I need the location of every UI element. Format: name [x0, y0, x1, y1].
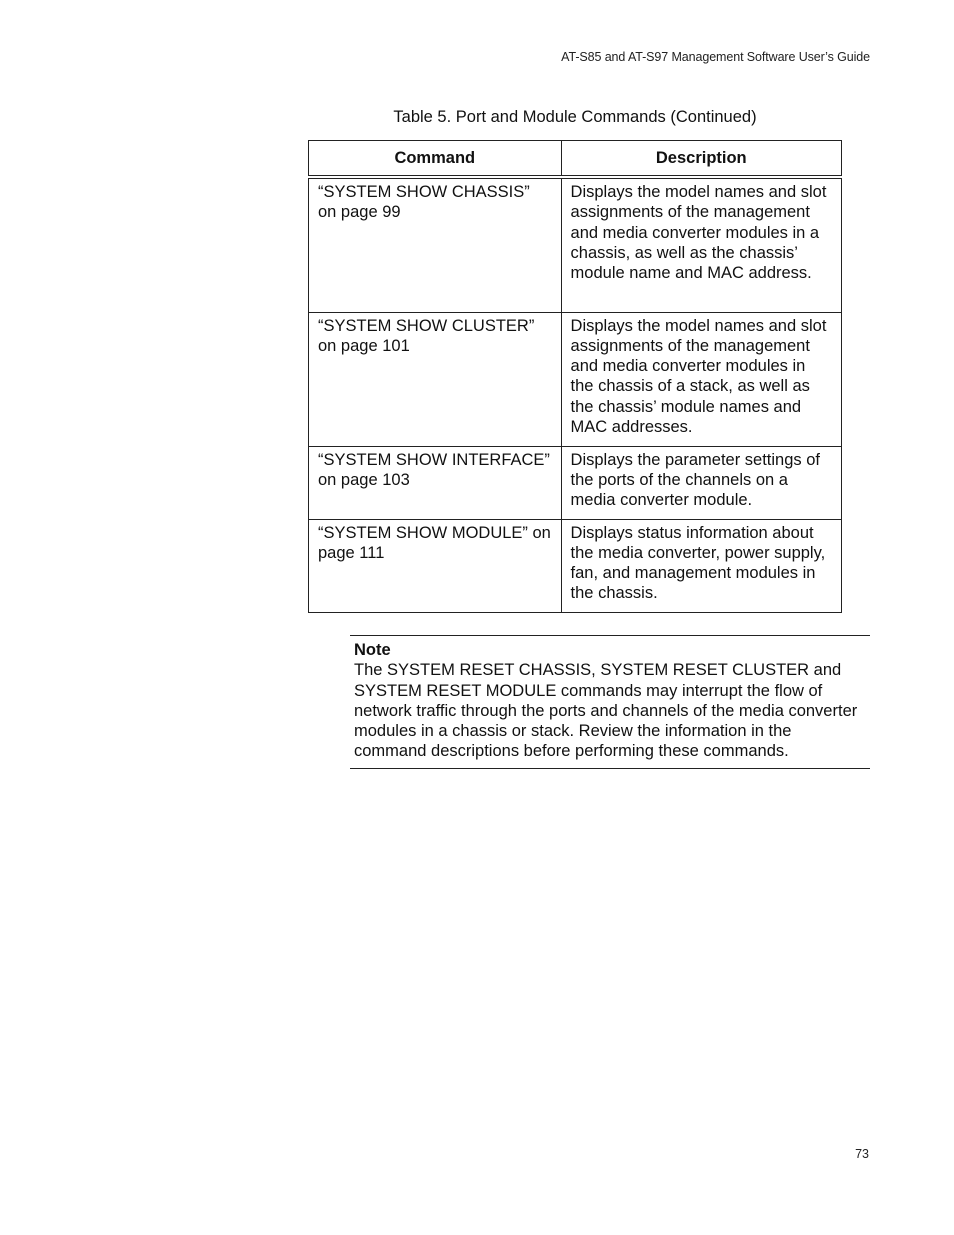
note-box	[350, 635, 870, 769]
table-caption: Table 5. Port and Module Commands (Continued)	[393, 108, 757, 126]
table-row	[309, 177, 842, 312]
page-number: 73	[855, 1147, 869, 1161]
port-module-commands-table	[308, 140, 842, 613]
running-header: AT-S85 and AT-S97 Management Software User’s Guide	[561, 50, 870, 64]
description-cell: Displays status information about the media converter, power supply, fan, and management modules in the chassis.	[561, 519, 841, 612]
description-cell: Displays the parameter settings of the ports of the channels on a media converter module.	[561, 446, 841, 519]
table-row	[309, 446, 842, 519]
column-header-command: Command	[309, 141, 562, 178]
note-body: The SYSTEM RESET CHASSIS, SYSTEM RESET CLUSTER and SYSTEM RESET MODULE commands may interrupt the flow of network traffic through the ports and channels of the media converter modules in a chassis or stack. Review the information in the command descriptions before performing these commands.	[354, 661, 858, 761]
command-cell: “SYSTEM SHOW MODULE” on page 111	[309, 519, 562, 612]
table-header-row	[309, 141, 842, 178]
description-cell: Displays the model names and slot assignments of the management and media converter modules in the chassis of a stack, as well as the chassis’ module names and MAC addresses.	[561, 312, 841, 446]
column-header-description: Description	[561, 141, 841, 178]
command-cell: “SYSTEM SHOW INTERFACE” on page 103	[309, 446, 562, 519]
table-row	[309, 312, 842, 446]
note-title: Note	[354, 641, 391, 659]
table-row	[309, 519, 842, 612]
description-cell: Displays the model names and slot assignments of the management and media converter modules in a chassis, as well as the chassis’ module name and MAC address.	[561, 177, 841, 312]
command-cell: “SYSTEM SHOW CLUSTER” on page 101	[309, 312, 562, 446]
command-cell: “SYSTEM SHOW CHASSIS” on page 99	[309, 177, 562, 312]
